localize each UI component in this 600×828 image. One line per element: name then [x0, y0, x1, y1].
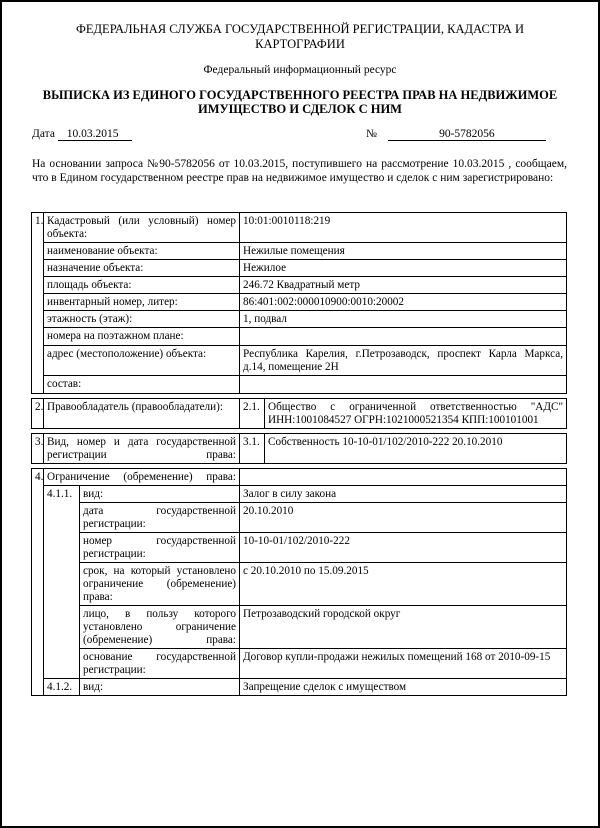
row-label: этажность (этаж): [44, 311, 240, 328]
table-row [32, 434, 567, 464]
table-row [32, 328, 567, 346]
table-row [32, 469, 567, 486]
table-row [32, 213, 567, 243]
date-field [32, 128, 132, 141]
row-label: номер государственной регистрации: [80, 533, 240, 563]
subsection-number: 3.1. [240, 434, 265, 464]
row-value: Запрещение сделок с имуществом [240, 679, 567, 696]
document-title: ВЫПИСКА ИЗ ЕДИНОГО ГОСУДАРСТВЕННОГО РЕЕСТРА ПРАВ НА НЕДВИЖИМОЕ ИМУЩЕСТВО И СДЕЛОК С НИМ [42, 88, 558, 116]
registry-table [31, 212, 567, 696]
table-row [32, 294, 567, 311]
subsection-number: 4.1.2. [44, 679, 80, 696]
row-value: 86:401:002:000010900:0010:20002 [240, 294, 567, 311]
row-value [240, 376, 567, 394]
row-label: наименование объекта: [44, 243, 240, 260]
row-label: основание государственной регистрации: [80, 649, 240, 679]
date-value: 10.03.2015 [58, 128, 132, 141]
table-row [32, 277, 567, 294]
number-label: № [366, 128, 377, 140]
table-row [32, 311, 567, 328]
table-row [32, 346, 567, 376]
row-label: номера на поэтажном плане: [44, 328, 240, 346]
row-value: 20.10.2010 [240, 503, 567, 533]
row-label: инвентарный номер, литер: [44, 294, 240, 311]
row-value: Залог в силу закона [240, 486, 567, 503]
table-row [32, 503, 567, 533]
row-label: адрес (местоположение) объекта: [44, 346, 240, 376]
row-value: Собственность 10-10-01/102/2010-222 20.10.2010 [265, 434, 567, 464]
table-row [32, 399, 567, 429]
date-label: Дата [32, 128, 55, 140]
section-number: 3. [32, 434, 44, 464]
subsection-number: 4.1.1. [44, 486, 80, 679]
row-value: 1, подвал [240, 311, 567, 328]
table-row [32, 260, 567, 277]
resource-line: Федеральный информационный ресурс [203, 64, 397, 76]
agency-heading: ФЕДЕРАЛЬНАЯ СЛУЖБА ГОСУДАРСТВЕННОЙ РЕГИСТРАЦИИ, КАДАСТРА И КАРТОГРАФИИ [76, 22, 524, 51]
row-label: срок, на который установлено ограничение (обременение) права: [80, 563, 240, 606]
table-row [32, 376, 567, 394]
row-value: Нежилые помещения [240, 243, 567, 260]
section-number: 2. [32, 399, 44, 429]
row-value: Нежилое [240, 260, 567, 277]
section-number: 1. [32, 213, 44, 394]
row-label: состав: [44, 376, 240, 394]
row-label: вид: [80, 679, 240, 696]
number-value: 90-5782056 [388, 128, 546, 141]
table-row [32, 533, 567, 563]
row-label: Вид, номер и дата государственной регистрации права: [44, 434, 240, 464]
row-label: вид: [80, 486, 240, 503]
row-value: Петрозаводский городской округ [240, 606, 567, 649]
table-row [32, 606, 567, 649]
row-value: 10:01:0010118:219 [240, 213, 567, 243]
row-label: Ограничение (обременение) права: [44, 469, 240, 486]
table-row [32, 486, 567, 503]
row-label: лицо, в пользу которого установлено ограничение (обременение) права: [80, 606, 240, 649]
subsection-number: 2.1. [240, 399, 265, 429]
row-value: с 20.10.2010 по 15.09.2015 [240, 563, 567, 606]
intro-paragraph: На основании запроса №90-5782056 от 10.03.2015, поступившего на рассмотрение 10.03.2015 , сообщаем, что в Едином государственном реестре прав на недвижимое имущество и сделок с ним зарегистрировано: [32, 158, 567, 184]
row-value [240, 469, 567, 486]
section-number: 4. [32, 469, 44, 696]
row-value: Договор купли-продажи нежилых помещений 168 от 2010-09-15 [240, 649, 567, 679]
row-value [240, 328, 567, 346]
row-value: 246.72 Квадратный метр [240, 277, 567, 294]
row-value: Общество с ограниченной ответственностью "АДС" ИНН:1001084527 ОГРН:1021000521354 КПП:100101001 [265, 399, 567, 429]
table-row [32, 679, 567, 696]
row-label: площадь объекта: [44, 277, 240, 294]
row-label: Кадастровый (или условный) номер объекта: [44, 213, 240, 243]
row-label: дата государственной регистрации: [80, 503, 240, 533]
date-number-line [2, 128, 598, 146]
row-label: назначение объекта: [44, 260, 240, 277]
row-value: 10-10-01/102/2010-222 [240, 533, 567, 563]
row-label: Правообладатель (правообладатели): [44, 399, 240, 429]
table-row [32, 563, 567, 606]
table-row [32, 649, 567, 679]
table-row [32, 243, 567, 260]
row-value: Республика Карелия, г.Петрозаводск, проспект Карла Маркса, д.14, помещение 2Н [240, 346, 567, 376]
number-field [366, 128, 546, 141]
